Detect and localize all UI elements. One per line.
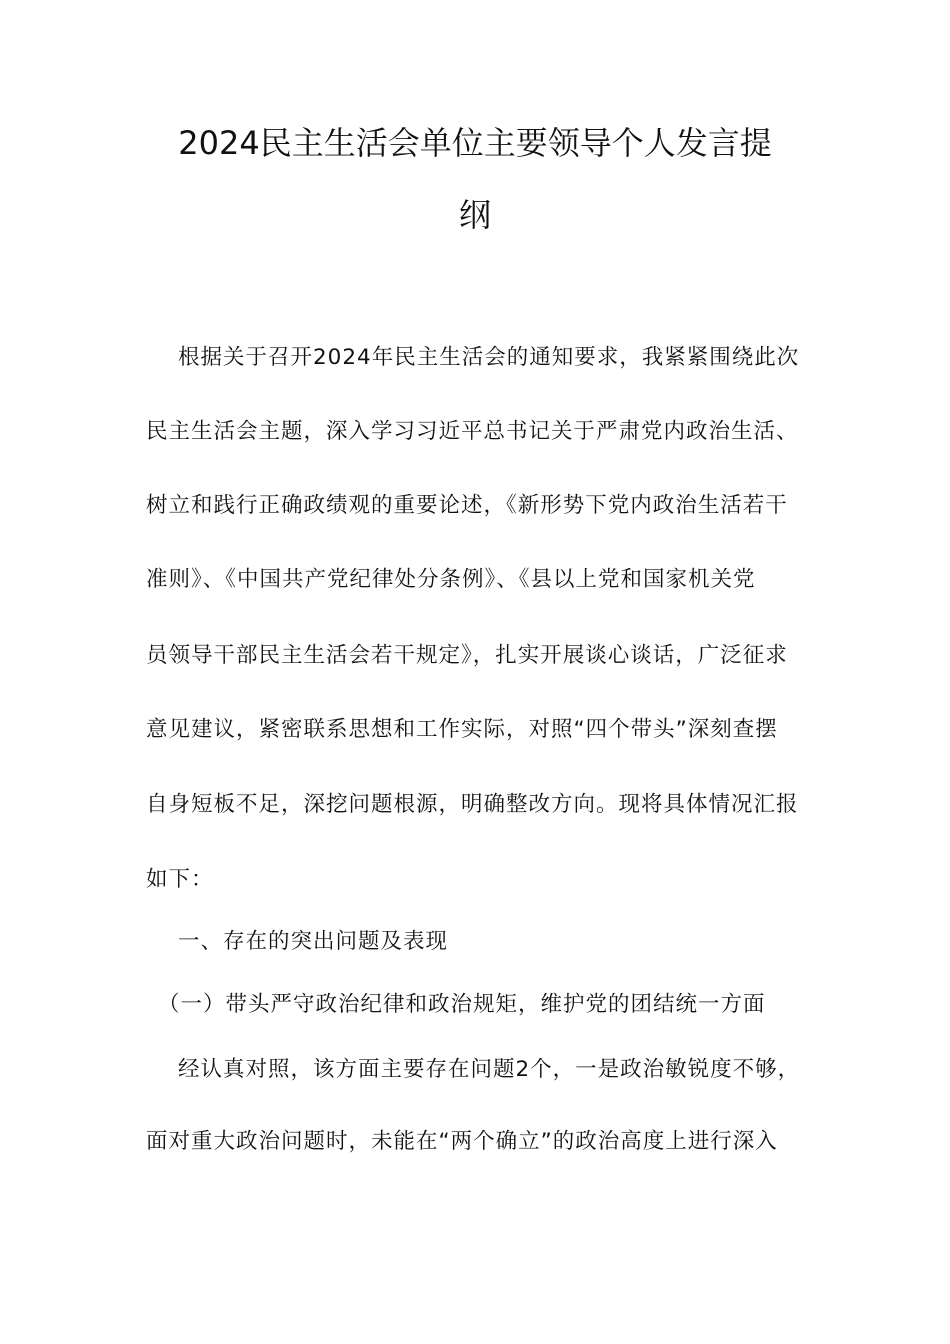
intro-paragraph-line: 意见建议，紧密联系思想和工作实际，对照“四个带头”深刻查摆 (146, 717, 778, 742)
body-paragraph-line: 面对重大政治问题时，未能在“两个确立”的政治高度上进行深入 (146, 1129, 778, 1154)
intro-paragraph-line: 准则》、《中国共产党纪律处分条例》、《县以上党和国家机关党 (146, 567, 756, 592)
section-heading: 一、存在的突出问题及表现 (178, 929, 449, 954)
intro-paragraph-line: 树立和践行正确政绩观的重要论述，《新形势下党内政治生活若干 (146, 493, 788, 518)
subsection-heading: （一）带头严守政治纪律和政治规矩，维护党的团结统一方面 (158, 992, 766, 1017)
document-title-line-1: 2024民主生活会单位主要领导个人发言提 (178, 124, 772, 162)
intro-paragraph-line: 如下： (146, 867, 214, 892)
intro-paragraph-line: 根据关于召开2024年民主生活会的通知要求，我紧紧围绕此次 (178, 345, 800, 370)
body-paragraph-line: 经认真对照，该方面主要存在问题2个，一是政治敏锐度不够， (178, 1057, 801, 1082)
intro-paragraph-line: 自身短板不足，深挖问题根源，明确整改方向。现将具体情况汇报 (146, 792, 799, 817)
document-title-line-2: 纲 (458, 196, 491, 234)
intro-paragraph-line: 民主生活会主题，深入学习习近平总书记关于严肃党内政治生活、 (146, 419, 799, 444)
intro-paragraph-line: 员领导干部民主生活会若干规定》，扎实开展谈心谈话，广泛征求 (146, 643, 788, 668)
